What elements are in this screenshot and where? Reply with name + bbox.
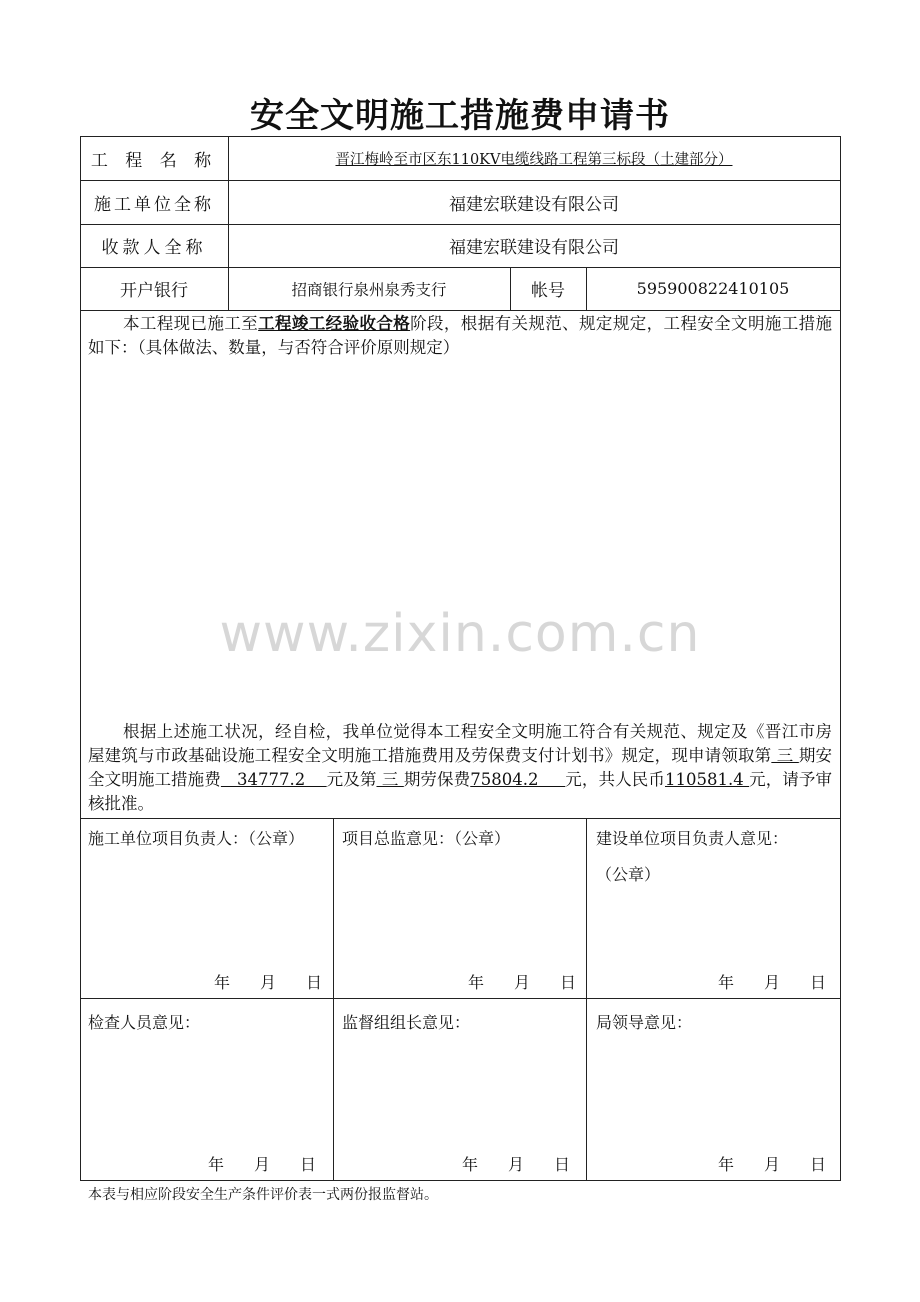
account-value: 595900822410105: [636, 279, 790, 298]
request-paragraph: [88, 720, 832, 816]
inspector-opinion: 检查人员意见：: [88, 1013, 201, 1032]
intro-text-2: 阶段，根据有关规范、规定规定，工程安全文明施工措施如下：（具体做法、数量，与否符合评价原则规定）: [88, 314, 833, 357]
date-owner-head: 年 月 日: [718, 973, 827, 992]
total-amount: 110581.4: [664, 770, 750, 789]
construction-stage: 工程竣工经验收合格: [258, 314, 411, 333]
date-inspector: 年 月 日: [208, 1155, 317, 1174]
contractor-head-opinion: 施工单位项目负责人：（公章）: [88, 829, 305, 848]
safety-fee-amount: 34777.2: [220, 770, 327, 789]
supervision-leader-opinion: 监督组组长意见：: [342, 1013, 471, 1032]
intro-paragraph: [88, 312, 832, 360]
watermark: www.zixin.com.cn: [219, 604, 701, 664]
owner-head-seal: （公章）: [596, 865, 661, 884]
owner-head-opinion: 建设单位项目负责人意见：: [596, 829, 789, 848]
account-label: 帐号: [531, 281, 565, 301]
request-text-1: 根据上述施工状况，经自检，我单位觉得本工程安全文明施工符合有关规范、规定及《晋江市房屋建筑与市政基础设施工程安全文明施工措施费用及劳保费支付计划书》规定，现申请领取第: [88, 722, 832, 765]
request-text-2: 期安全文明施工措施费: [88, 746, 833, 789]
date-chief-supervisor: 年 月 日: [468, 973, 577, 992]
date-bureau-leader: 年 月 日: [718, 1155, 827, 1174]
footnote: 本表与相应阶段安全生产条件评价表一式两份报监督站。: [88, 1187, 438, 1203]
request-text-6: 元，请予审核批准。: [88, 770, 833, 813]
project-name-value: 晋江梅岭至市区东110KV电缆线路工程第三标段（土建部分）: [335, 151, 733, 168]
intro-text-1: 本工程现已施工至: [123, 314, 259, 333]
project-name-label: 工 程 名 称: [90, 150, 218, 171]
bank-value: 招商银行泉州泉秀支行: [291, 280, 447, 299]
chief-supervisor-opinion: 项目总监意见：（公章）: [342, 829, 511, 848]
period-1: 三: [771, 746, 799, 765]
labor-fee-amount: 75804.2: [470, 770, 566, 789]
bureau-leader-opinion: 局领导意见：: [596, 1013, 693, 1032]
date-contractor: 年 月 日: [214, 973, 323, 992]
payee-label: 收款人全称: [101, 238, 207, 258]
period-2: 三: [376, 770, 404, 789]
request-text-5: 元，共人民币: [565, 770, 665, 789]
request-text-3: 元及第: [326, 770, 377, 789]
contractor-label: 施工单位全称: [94, 194, 214, 215]
bank-label: 开户银行: [120, 281, 188, 301]
contractor-value: 福建宏联建设有限公司: [449, 194, 619, 215]
date-supervision-leader: 年 月 日: [462, 1155, 571, 1174]
payee-value: 福建宏联建设有限公司: [449, 238, 619, 258]
document-title: 安全文明施工措施费申请书: [250, 96, 670, 136]
request-text-4: 期劳保费: [403, 770, 471, 789]
